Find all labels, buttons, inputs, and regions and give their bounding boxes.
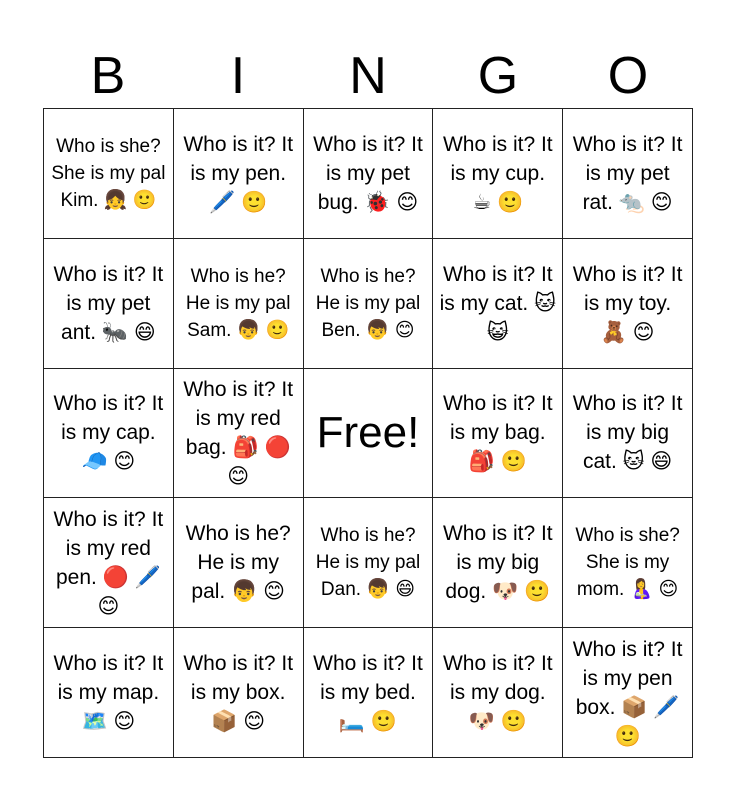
bingo-cell[interactable] [563,369,693,499]
bingo-cell-text: Who is he? He is my pal Dan. 👦 😄 [315,525,421,601]
header-letter-n: N [349,47,387,105]
bingo-cell[interactable] [304,109,434,239]
bingo-cell-text: Who is it? It is my dog. 🐶 🙂 [442,652,553,734]
bingo-cell-text: Who is it? It is my map. 🗺️ 😊 [53,652,164,734]
bingo-cell[interactable] [174,498,304,628]
bingo-header [43,44,693,108]
bingo-cell-text: Who is it? It is my pet bug. 🐞 😊 [313,132,423,214]
bingo-cell[interactable] [433,239,563,369]
bingo-cell-text: Free! [316,407,420,457]
bingo-cell-text: Who is it? It is my big dog. 🐶 🙂 [442,522,553,604]
bingo-cell[interactable] [174,369,304,499]
bingo-cell-text: Who is it? It is my toy. 🧸 😊 [572,262,683,344]
bingo-cell-text: Who is he? He is my pal. 👦 😊 [185,522,291,604]
bingo-cell-text: Who is it? It is my bag. 🎒 🙂 [442,392,553,474]
bingo-cell-text: Who is it? It is my cup. ☕ 🙂 [442,132,553,214]
header-letter-i: I [230,47,246,105]
bingo-cell-text: Who is it? It is my cat. 🐱 😺 [439,262,556,344]
bingo-cell-text: Who is it? It is my bed. 🛏️ 🙂 [313,652,423,734]
bingo-cell[interactable] [433,109,563,239]
header-letter-b: B [90,47,126,105]
bingo-cell[interactable] [304,498,434,628]
bingo-cell[interactable] [44,498,174,628]
bingo-cell[interactable] [44,109,174,239]
bingo-cell-text: Who is it? It is my box. 📦 😊 [183,652,294,734]
bingo-cell[interactable] [433,369,563,499]
bingo-cell[interactable] [44,239,174,369]
bingo-cell[interactable] [563,628,693,758]
bingo-cell[interactable] [174,628,304,758]
bingo-cell-text: Who is it? It is my pen. 🖊️ 🙂 [183,132,294,214]
bingo-cell[interactable] [433,498,563,628]
header-letter-o: O [607,47,649,105]
bingo-cell-text: Who is she? She is my mom. 🤱 😊 [575,525,680,601]
bingo-cell-text: Who is he? He is my pal Ben. 👦 😊 [315,265,421,341]
bingo-cell-text: Who is it? It is my red pen. 🔴 🖊️ 😊 [53,507,164,618]
bingo-card-grid [43,108,693,758]
bingo-cell-text: Who is it? It is my big cat. 🐱 😄 [572,392,683,474]
bingo-cell[interactable] [44,369,174,499]
bingo-cell-text: Who is it? It is my cap. 🧢 😊 [53,392,164,474]
bingo-cell[interactable] [174,239,304,369]
bingo-cell-text: Who is it? It is my red bag. 🎒 🔴 😊 [183,377,294,488]
bingo-cell[interactable] [433,628,563,758]
bingo-cell-text: Who is it? It is my pet ant. 🐜 😄 [53,262,164,344]
bingo-cell[interactable] [563,109,693,239]
bingo-cell[interactable] [304,239,434,369]
header-letter-g: G [477,47,519,105]
bingo-cell[interactable] [563,239,693,369]
bingo-cell-text: Who is it? It is my pen box. 📦 🖊️ 🙂 [572,637,683,748]
bingo-cell-text: Who is it? It is my pet rat. 🐀 😊 [572,132,683,214]
bingo-cell[interactable] [44,628,174,758]
bingo-cell[interactable] [563,498,693,628]
free-space-cell[interactable] [304,369,434,499]
bingo-cell-text: Who is he? He is my pal Sam. 👦 🙂 [185,265,291,341]
bingo-cell[interactable] [174,109,304,239]
bingo-cell[interactable] [304,628,434,758]
bingo-cell-text: Who is she? She is my pal Kim. 👧 🙂 [51,135,166,211]
